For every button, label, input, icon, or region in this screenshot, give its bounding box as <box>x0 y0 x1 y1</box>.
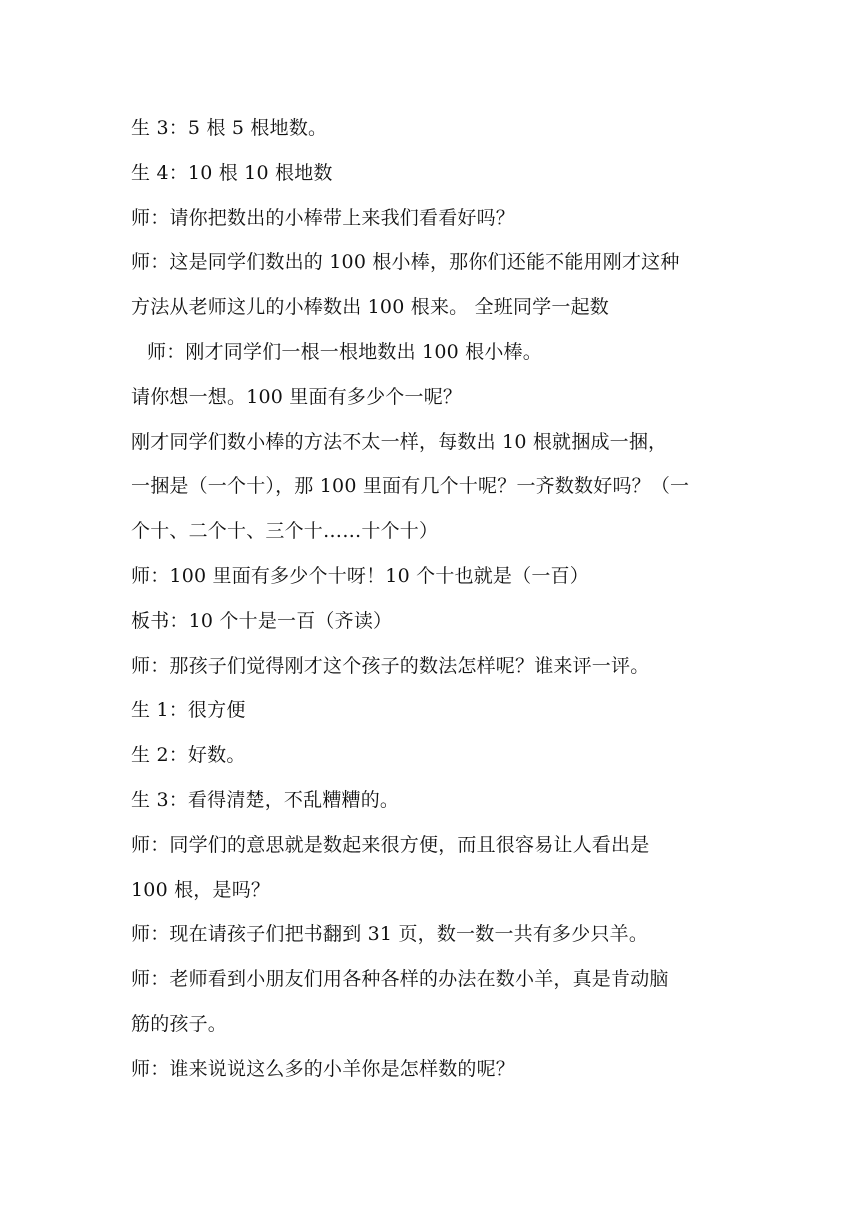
text-line: 师：现在请孩子们把书翻到 31 页，数一数一共有多少只羊。 <box>131 923 649 946</box>
text-line: 生 4：10 根 10 根地数 <box>131 161 333 184</box>
document-body <box>131 106 741 1092</box>
text-line: 生 2：好数。 <box>131 744 246 767</box>
text-line: 生 3：看得清楚，不乱糟糟的。 <box>131 788 400 811</box>
text-line: 师：那孩子们觉得刚才这个孩子的数法怎样呢？谁来评一评。 <box>131 654 650 677</box>
text-line: 师：同学们的意思就是数起来很方便，而且很容易让人看出是 <box>131 833 650 856</box>
text-line: 师：刚才同学们一根一根地数出 100 根小棒。 <box>147 340 542 363</box>
text-line: 师：老师看到小朋友们用各种各样的办法在数小羊，真是肯动脑 <box>131 968 669 991</box>
text-line: 100 根，是吗？ <box>131 878 271 901</box>
text-line: 方法从老师这儿的小棒数出 100 根来。 全班同学一起数 <box>131 296 609 319</box>
text-line: 师：谁来说说这么多的小羊你是怎样数的呢？ <box>131 1057 516 1080</box>
text-line: 个十、二个十、三个十……十个十） <box>131 520 439 543</box>
text-line: 一捆是（一个十），那 100 里面有几个十呢？一齐数数好吗？（一 <box>131 475 690 498</box>
text-line: 板书：10 个十是一百（齐读） <box>131 609 393 632</box>
text-line: 筋的孩子。 <box>131 1012 228 1035</box>
text-line: 请你想一想。100 里面有多少个一呢？ <box>131 385 463 408</box>
text-line: 生 3：5 根 5 根地数。 <box>131 117 328 139</box>
text-line: 师：100 里面有多少个十呀！10 个十也就是（一百） <box>131 564 589 587</box>
text-line: 生 1：很方便 <box>131 699 246 722</box>
text-line: 刚才同学们数小棒的方法不太一样，每数出 10 根就捆成一捆， <box>131 430 668 453</box>
text-line: 师：这是同学们数出的 100 根小棒，那你们还能不能用刚才这种 <box>131 251 680 274</box>
text-line: 师：请你把数出的小棒带上来我们看看好吗？ <box>131 206 516 229</box>
